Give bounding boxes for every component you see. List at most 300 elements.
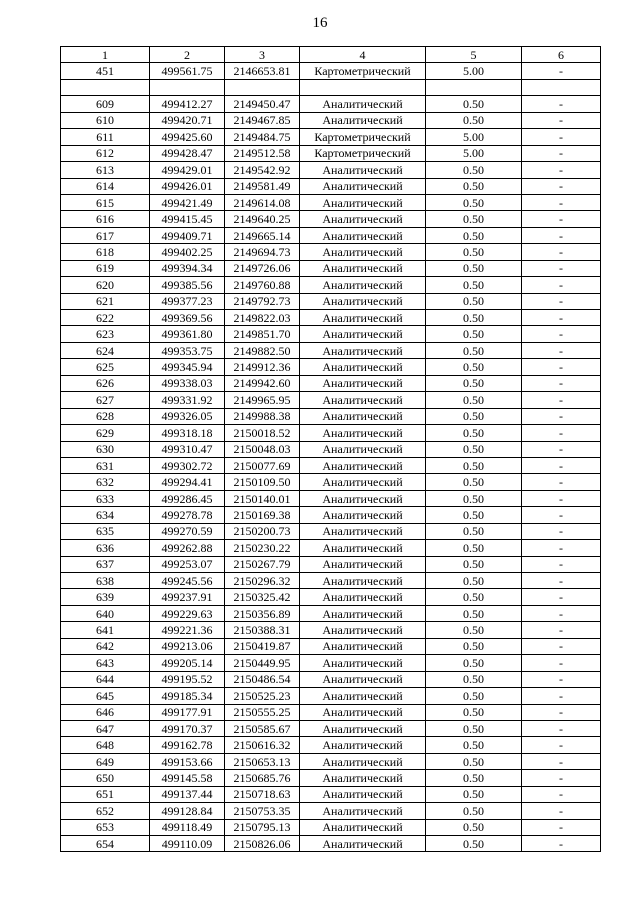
table-cell: 499385.56 xyxy=(150,277,225,293)
table-cell: 615 xyxy=(61,194,150,210)
table-cell: 636 xyxy=(61,540,150,556)
table-cell: 624 xyxy=(61,342,150,358)
table-row xyxy=(61,359,601,375)
table-cell: Аналитический xyxy=(300,688,426,704)
table-cell: 2150140.01 xyxy=(225,490,300,506)
table-cell: 0.50 xyxy=(426,425,522,441)
table-cell: - xyxy=(522,326,601,342)
table-cell: 2150753.35 xyxy=(225,803,300,819)
table-cell: 635 xyxy=(61,523,150,539)
table-cell: 499229.63 xyxy=(150,605,225,621)
table-cell: 2149822.03 xyxy=(225,310,300,326)
table-cell: 2150585.67 xyxy=(225,720,300,736)
table-cell: 616 xyxy=(61,211,150,227)
table-cell: 499429.01 xyxy=(150,162,225,178)
table-cell: 2149988.38 xyxy=(225,408,300,424)
table-cell: - xyxy=(522,244,601,260)
table-cell: - xyxy=(522,803,601,819)
table-cell: 0.50 xyxy=(426,342,522,358)
table-cell: 499331.92 xyxy=(150,392,225,408)
table-row xyxy=(61,655,601,671)
table-cell: - xyxy=(522,63,601,79)
table-cell: 499205.14 xyxy=(150,655,225,671)
table-cell: 2150109.50 xyxy=(225,474,300,490)
table-cell: Аналитический xyxy=(300,490,426,506)
table-cell: 499286.45 xyxy=(150,490,225,506)
table-cell: Аналитический xyxy=(300,342,426,358)
coordinates-table xyxy=(60,46,601,852)
table-cell: 612 xyxy=(61,145,150,161)
table-cell: - xyxy=(522,293,601,309)
table-cell: 499170.37 xyxy=(150,720,225,736)
table-cell: 499302.72 xyxy=(150,457,225,473)
table-cell: Аналитический xyxy=(300,162,426,178)
table-row xyxy=(61,96,601,112)
table-cell: 621 xyxy=(61,293,150,309)
table-cell: Аналитический xyxy=(300,671,426,687)
table-cell: 499153.66 xyxy=(150,753,225,769)
table-row xyxy=(61,457,601,473)
table-cell: 0.50 xyxy=(426,441,522,457)
table-row xyxy=(61,162,601,178)
table-cell: 2149882.50 xyxy=(225,342,300,358)
table-cell: - xyxy=(522,260,601,276)
table-row xyxy=(61,211,601,227)
table-row xyxy=(61,293,601,309)
table-cell: 627 xyxy=(61,392,150,408)
column-header: 5 xyxy=(426,47,522,63)
table-row xyxy=(61,836,601,852)
table-cell: 2150616.32 xyxy=(225,737,300,753)
table-cell: 0.50 xyxy=(426,720,522,736)
table-cell: - xyxy=(522,556,601,572)
table-cell: - xyxy=(522,720,601,736)
table-cell: 610 xyxy=(61,112,150,128)
table-cell: 2150826.06 xyxy=(225,836,300,852)
table-row xyxy=(61,194,601,210)
table-cell: Аналитический xyxy=(300,507,426,523)
table-cell: 0.50 xyxy=(426,457,522,473)
table-cell: Аналитический xyxy=(300,540,426,556)
table-cell xyxy=(150,79,225,95)
table-cell: 626 xyxy=(61,375,150,391)
table-cell: 0.50 xyxy=(426,786,522,802)
table-cell: 0.50 xyxy=(426,112,522,128)
table-row xyxy=(61,112,601,128)
table-cell: 0.50 xyxy=(426,162,522,178)
table-cell: - xyxy=(522,359,601,375)
table-cell: 643 xyxy=(61,655,150,671)
table-row xyxy=(61,753,601,769)
table-cell: Аналитический xyxy=(300,425,426,441)
table-row xyxy=(61,227,601,243)
table-cell: 499426.01 xyxy=(150,178,225,194)
table-cell: 2150486.54 xyxy=(225,671,300,687)
table-cell: - xyxy=(522,457,601,473)
table-row xyxy=(61,523,601,539)
table-row xyxy=(61,786,601,802)
table-cell: Аналитический xyxy=(300,359,426,375)
table-cell: 0.50 xyxy=(426,836,522,852)
table-cell: 2150525.23 xyxy=(225,688,300,704)
table-cell: 499415.45 xyxy=(150,211,225,227)
table-cell: 2149912.36 xyxy=(225,359,300,375)
table-cell: 625 xyxy=(61,359,150,375)
table-cell: 0.50 xyxy=(426,605,522,621)
table-row xyxy=(61,310,601,326)
table-row xyxy=(61,408,601,424)
table-cell: 0.50 xyxy=(426,293,522,309)
table-cell: 654 xyxy=(61,836,150,852)
column-header: 4 xyxy=(300,47,426,63)
table-cell: 0.50 xyxy=(426,803,522,819)
table-row xyxy=(61,490,601,506)
table-row xyxy=(61,573,601,589)
table-cell: - xyxy=(522,753,601,769)
table-row xyxy=(61,441,601,457)
column-header: 1 xyxy=(61,47,150,63)
table-cell: 2149467.85 xyxy=(225,112,300,128)
table-cell: 645 xyxy=(61,688,150,704)
table-cell: 451 xyxy=(61,63,150,79)
table-cell: 651 xyxy=(61,786,150,802)
table-cell: 0.50 xyxy=(426,523,522,539)
table-cell: - xyxy=(522,490,601,506)
table-cell: - xyxy=(522,737,601,753)
table-cell: 499253.07 xyxy=(150,556,225,572)
table-row xyxy=(61,704,601,720)
table-row xyxy=(61,556,601,572)
table-cell: 2149851.70 xyxy=(225,326,300,342)
table-cell: Аналитический xyxy=(300,178,426,194)
table-cell: 0.50 xyxy=(426,573,522,589)
table-cell: 2149665.14 xyxy=(225,227,300,243)
table-cell: 0.50 xyxy=(426,770,522,786)
table-cell: 0.50 xyxy=(426,96,522,112)
table-cell: 499409.71 xyxy=(150,227,225,243)
table-row xyxy=(61,688,601,704)
table-row xyxy=(61,803,601,819)
table-cell: 2150077.69 xyxy=(225,457,300,473)
table-cell: Аналитический xyxy=(300,310,426,326)
table-cell: Аналитический xyxy=(300,720,426,736)
table-cell: 2150169.38 xyxy=(225,507,300,523)
table-row xyxy=(61,540,601,556)
table-cell: 499425.60 xyxy=(150,129,225,145)
table-cell: 499394.34 xyxy=(150,260,225,276)
table-cell: 2150555.25 xyxy=(225,704,300,720)
table-cell: 649 xyxy=(61,753,150,769)
table-cell: Аналитический xyxy=(300,819,426,835)
table-cell: 499412.27 xyxy=(150,96,225,112)
table-cell: 650 xyxy=(61,770,150,786)
table-cell: 2150200.73 xyxy=(225,523,300,539)
table-cell: 499402.25 xyxy=(150,244,225,260)
table-cell: 2150795.13 xyxy=(225,819,300,835)
table-cell: - xyxy=(522,145,601,161)
table-cell: 0.50 xyxy=(426,622,522,638)
column-header: 6 xyxy=(522,47,601,63)
table-cell: 499185.34 xyxy=(150,688,225,704)
column-header: 2 xyxy=(150,47,225,63)
table-cell: 2150718.63 xyxy=(225,786,300,802)
table-cell: Аналитический xyxy=(300,573,426,589)
table-cell: - xyxy=(522,688,601,704)
table-cell: Аналитический xyxy=(300,96,426,112)
table-cell: 499110.09 xyxy=(150,836,225,852)
table-cell: 629 xyxy=(61,425,150,441)
table-cell: Аналитический xyxy=(300,737,426,753)
table-cell: - xyxy=(522,112,601,128)
table-cell xyxy=(426,79,522,95)
table-cell: 499262.88 xyxy=(150,540,225,556)
table-cell: 2146653.81 xyxy=(225,63,300,79)
table-cell: 628 xyxy=(61,408,150,424)
table-cell: 499318.18 xyxy=(150,425,225,441)
table-cell: 0.50 xyxy=(426,359,522,375)
table-cell: Аналитический xyxy=(300,326,426,342)
table-cell: 634 xyxy=(61,507,150,523)
table-cell: Аналитический xyxy=(300,211,426,227)
table-cell: 0.50 xyxy=(426,211,522,227)
table-cell: - xyxy=(522,655,601,671)
table-cell: - xyxy=(522,342,601,358)
table-cell: 499338.03 xyxy=(150,375,225,391)
column-header: 3 xyxy=(225,47,300,63)
table-cell: Аналитический xyxy=(300,523,426,539)
table-row xyxy=(61,63,601,79)
table-cell: 0.50 xyxy=(426,655,522,671)
table-cell: 2150230.22 xyxy=(225,540,300,556)
table-cell: - xyxy=(522,194,601,210)
table-row xyxy=(61,178,601,194)
table-cell: 641 xyxy=(61,622,150,638)
table-cell: Аналитический xyxy=(300,293,426,309)
table-cell: - xyxy=(522,704,601,720)
table-cell: Картометрический xyxy=(300,63,426,79)
table-cell: 499326.05 xyxy=(150,408,225,424)
table-cell: - xyxy=(522,162,601,178)
table-row xyxy=(61,392,601,408)
table-cell: Картометрический xyxy=(300,129,426,145)
table-cell: 648 xyxy=(61,737,150,753)
table-row xyxy=(61,589,601,605)
table-cell: 2150653.13 xyxy=(225,753,300,769)
table-cell: - xyxy=(522,836,601,852)
table-cell: Аналитический xyxy=(300,605,426,621)
table-row xyxy=(61,260,601,276)
table-cell: 499137.44 xyxy=(150,786,225,802)
table-cell: 0.50 xyxy=(426,375,522,391)
table-cell: 2150449.95 xyxy=(225,655,300,671)
table-cell: 631 xyxy=(61,457,150,473)
table-cell: 623 xyxy=(61,326,150,342)
table-cell: 620 xyxy=(61,277,150,293)
table-cell: 640 xyxy=(61,605,150,621)
table-cell: - xyxy=(522,819,601,835)
table-cell: 499420.71 xyxy=(150,112,225,128)
table-row xyxy=(61,342,601,358)
table-cell: - xyxy=(522,277,601,293)
table-cell: 0.50 xyxy=(426,244,522,260)
table-cell: 2149726.06 xyxy=(225,260,300,276)
table-cell: 0.50 xyxy=(426,819,522,835)
table-cell: Аналитический xyxy=(300,227,426,243)
table-cell: 0.50 xyxy=(426,474,522,490)
table-cell: 2150419.87 xyxy=(225,638,300,654)
table-cell: - xyxy=(522,375,601,391)
table-cell: - xyxy=(522,671,601,687)
table-cell: Аналитический xyxy=(300,408,426,424)
table-row xyxy=(61,326,601,342)
table-cell: 499118.49 xyxy=(150,819,225,835)
table-cell: Аналитический xyxy=(300,753,426,769)
table-cell: Аналитический xyxy=(300,441,426,457)
table-cell: - xyxy=(522,540,601,556)
table-cell: 499213.06 xyxy=(150,638,225,654)
table-header-row xyxy=(61,47,601,63)
table-row xyxy=(61,244,601,260)
table-cell: 622 xyxy=(61,310,150,326)
table-row xyxy=(61,145,601,161)
table-cell: 2149694.73 xyxy=(225,244,300,260)
table-cell: 630 xyxy=(61,441,150,457)
table-cell: Аналитический xyxy=(300,556,426,572)
table-cell: 653 xyxy=(61,819,150,835)
table-cell: 5.00 xyxy=(426,129,522,145)
table-row xyxy=(61,375,601,391)
table-cell: 2150267.79 xyxy=(225,556,300,572)
table-cell: 0.50 xyxy=(426,326,522,342)
table-cell: 2150356.89 xyxy=(225,605,300,621)
table-row xyxy=(61,770,601,786)
table-cell: - xyxy=(522,227,601,243)
table-cell: - xyxy=(522,589,601,605)
table-cell: 0.50 xyxy=(426,507,522,523)
table-cell: 2149512.58 xyxy=(225,145,300,161)
table-cell: 0.50 xyxy=(426,310,522,326)
table-cell: 642 xyxy=(61,638,150,654)
table-cell: Аналитический xyxy=(300,457,426,473)
table-cell: 0.50 xyxy=(426,408,522,424)
table-cell: 637 xyxy=(61,556,150,572)
table-cell: - xyxy=(522,425,601,441)
table-cell: 0.50 xyxy=(426,392,522,408)
table-cell: 0.50 xyxy=(426,490,522,506)
table-cell: 499278.78 xyxy=(150,507,225,523)
table-cell: Аналитический xyxy=(300,704,426,720)
table-cell: Аналитический xyxy=(300,277,426,293)
table-cell xyxy=(225,79,300,95)
table-cell: 499177.91 xyxy=(150,704,225,720)
table-cell: 632 xyxy=(61,474,150,490)
table-row xyxy=(61,425,601,441)
table-cell: 499561.75 xyxy=(150,63,225,79)
table-cell: 499128.84 xyxy=(150,803,225,819)
table-cell: - xyxy=(522,129,601,145)
table-cell: Аналитический xyxy=(300,474,426,490)
table-cell: - xyxy=(522,408,601,424)
table-cell: 618 xyxy=(61,244,150,260)
table-cell: 2149640.25 xyxy=(225,211,300,227)
table-row xyxy=(61,819,601,835)
table-cell: 647 xyxy=(61,720,150,736)
table-row xyxy=(61,671,601,687)
table-cell: 611 xyxy=(61,129,150,145)
table-cell: Аналитический xyxy=(300,622,426,638)
table-cell: 0.50 xyxy=(426,178,522,194)
table-cell: 499361.80 xyxy=(150,326,225,342)
table-cell: - xyxy=(522,523,601,539)
table-cell: - xyxy=(522,638,601,654)
table-cell: 638 xyxy=(61,573,150,589)
table-row xyxy=(61,79,601,95)
table-cell: 499428.47 xyxy=(150,145,225,161)
table-cell: 633 xyxy=(61,490,150,506)
table-cell: 0.50 xyxy=(426,737,522,753)
table-cell: 2149965.95 xyxy=(225,392,300,408)
table-cell: 613 xyxy=(61,162,150,178)
table-cell: Аналитический xyxy=(300,655,426,671)
table-cell: - xyxy=(522,622,601,638)
table-cell: Аналитический xyxy=(300,770,426,786)
table-cell: 644 xyxy=(61,671,150,687)
table-cell: 639 xyxy=(61,589,150,605)
table-cell xyxy=(61,79,150,95)
table-cell: 2149450.47 xyxy=(225,96,300,112)
table-cell: - xyxy=(522,441,601,457)
table-cell: 499310.47 xyxy=(150,441,225,457)
table-cell: 617 xyxy=(61,227,150,243)
table-cell: - xyxy=(522,770,601,786)
table-cell: 499221.36 xyxy=(150,622,225,638)
table-cell: 0.50 xyxy=(426,540,522,556)
table-cell: - xyxy=(522,573,601,589)
table-cell: 499294.41 xyxy=(150,474,225,490)
table-row xyxy=(61,720,601,736)
table-cell: 609 xyxy=(61,96,150,112)
table-cell: 0.50 xyxy=(426,589,522,605)
table-cell: 2149760.88 xyxy=(225,277,300,293)
table-cell: Аналитический xyxy=(300,392,426,408)
table-cell: - xyxy=(522,392,601,408)
table-cell: - xyxy=(522,605,601,621)
table-cell: 499270.59 xyxy=(150,523,225,539)
table-cell: 2149484.75 xyxy=(225,129,300,145)
table-cell xyxy=(522,79,601,95)
table-cell: 5.00 xyxy=(426,63,522,79)
table-cell: 2149614.08 xyxy=(225,194,300,210)
table-cell: 0.50 xyxy=(426,194,522,210)
table-cell: - xyxy=(522,474,601,490)
table-cell: - xyxy=(522,507,601,523)
table-cell: 5.00 xyxy=(426,145,522,161)
page-number: 16 xyxy=(312,15,328,31)
table-cell: 499369.56 xyxy=(150,310,225,326)
table-cell: Аналитический xyxy=(300,638,426,654)
table-cell: Аналитический xyxy=(300,194,426,210)
table-row xyxy=(61,622,601,638)
table-cell: - xyxy=(522,96,601,112)
table-cell: Аналитический xyxy=(300,589,426,605)
table-cell: 2150018.52 xyxy=(225,425,300,441)
table-cell: 499345.94 xyxy=(150,359,225,375)
table-cell: 619 xyxy=(61,260,150,276)
table-cell: 499377.23 xyxy=(150,293,225,309)
table-row xyxy=(61,277,601,293)
table-cell: 2150296.32 xyxy=(225,573,300,589)
table-cell: 0.50 xyxy=(426,556,522,572)
